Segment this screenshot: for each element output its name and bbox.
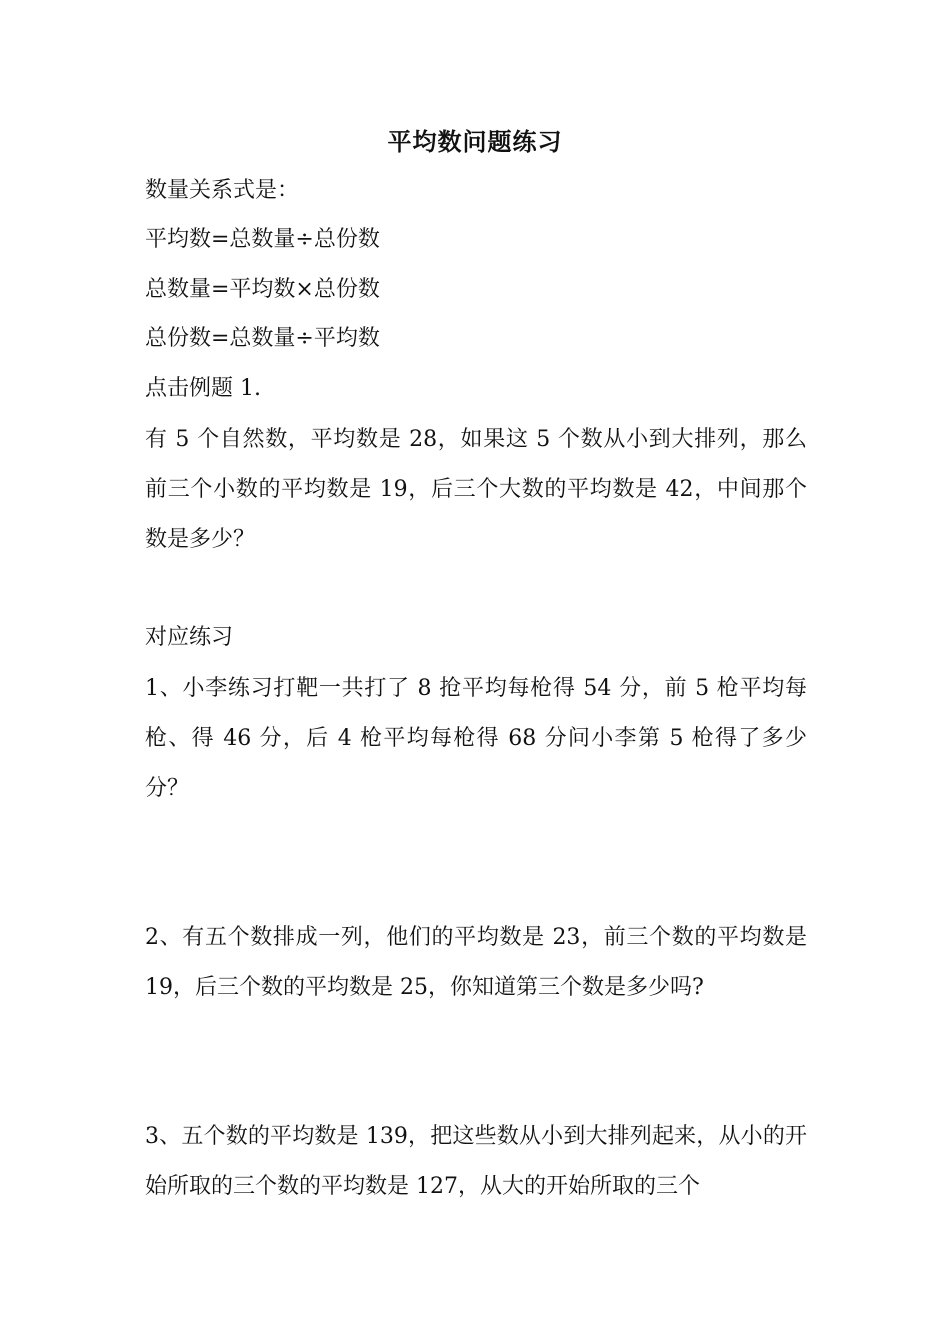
page-title: 平均数问题练习	[387, 127, 563, 156]
practice-heading: 对应练习	[145, 625, 234, 650]
practice-question-1: 1、小李练习打靶一共打了 8 抢平均每枪得 54 分，前 5 枪平均每枪、得 46 分，后 4 枪平均每枪得 68 分问小李第 5 枪得了多少分？	[145, 676, 807, 801]
example-heading: 点击例题 1.	[145, 376, 261, 401]
relations-heading: 数量关系式是：	[145, 178, 300, 203]
formula-total: 总数量=平均数×总份数	[145, 277, 380, 302]
formula-average: 平均数=总数量÷总份数	[145, 227, 380, 252]
formula-count: 总份数=总数量÷平均数	[145, 326, 380, 351]
example-text: 有 5 个自然数，平均数是 28，如果这 5 个数从小到大排列，那么前三个小数的平均数是 19，后三个大数的平均数是 42，中间那个数是多少？	[145, 427, 807, 552]
practice-question-2: 2、有五个数排成一列，他们的平均数是 23，前三个数的平均数是 19，后三个数的平均数是 25，你知道第三个数是多少吗?	[145, 925, 807, 1000]
practice-question-3: 3、五个数的平均数是 139，把这些数从小到大排列起来，从小的开始所取的三个数的平均数是 127，从大的开始所取的三个	[145, 1124, 807, 1199]
